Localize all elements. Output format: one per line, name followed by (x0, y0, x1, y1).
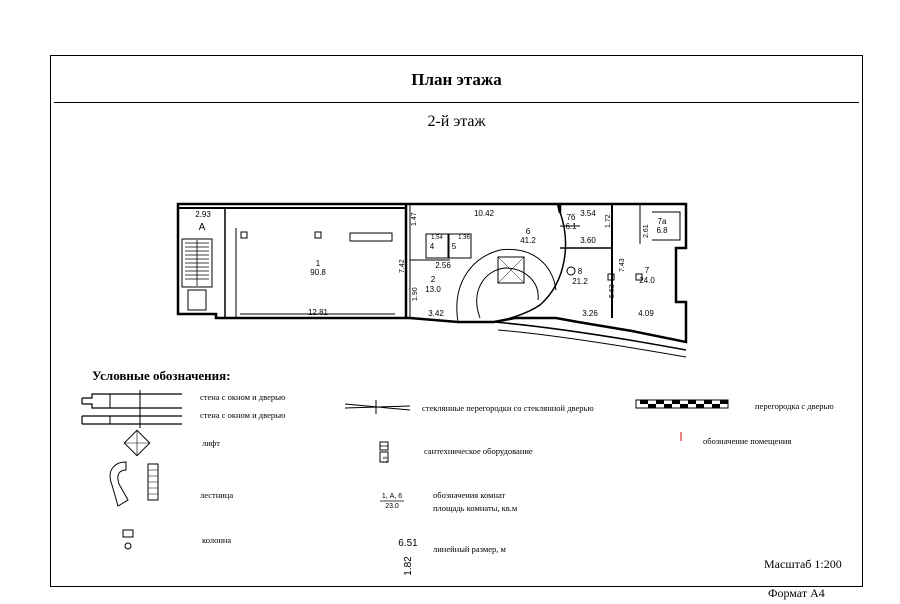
room-1-id: 1 (315, 259, 321, 268)
room-8-id: 8 (577, 267, 583, 276)
dim-172: 1.72 (605, 214, 612, 228)
legend-partition-text: перегородка с дверью (755, 401, 834, 411)
column-icon (123, 530, 133, 537)
dim-563: 5.63 (609, 284, 616, 298)
dim-360: 3.60 (580, 236, 596, 245)
dim-293: 2.93 (195, 210, 211, 219)
floor-label: 2-й этаж (427, 113, 486, 130)
dim-256: 2.56 (435, 261, 451, 270)
dim-342: 3.42 (428, 309, 444, 318)
sample-dim-b: 1.82 (403, 556, 414, 576)
sample-room-value: 23.0 (385, 503, 399, 510)
legend-sanitary-text: сантехническое оборудование (424, 446, 533, 456)
room-7a-area: 6.8 (656, 226, 668, 235)
legend-linear-text: линейный размер, м (433, 544, 506, 554)
room-7a-id: 7а (657, 217, 667, 226)
sample-dim-a: 6.51 (398, 538, 418, 549)
sample-room-code: 1, А, 6 (381, 493, 403, 500)
dim-1281: 12.81 (307, 308, 329, 317)
room-7-area: 24.0 (639, 276, 655, 285)
legend-glass-text: стеклянные перегородки со стеклянной дверью (422, 403, 594, 413)
room-6-area: 41.2 (520, 236, 536, 245)
room-7b-area: 6.1 (565, 222, 577, 231)
wall-window-door-symbol-1 (82, 394, 182, 408)
room-4-id: 4 (429, 242, 435, 251)
legend-lift-text: лифт (202, 438, 221, 448)
sample-sanitary-code: 1.9 (383, 456, 389, 464)
dim-147: 1.47 (411, 212, 418, 226)
stair-label: А (198, 222, 206, 233)
legend-wall2-text: стена с окном и дверью (200, 410, 286, 420)
legend-title: Условные обозначения: (92, 368, 231, 383)
room-2-id: 2 (430, 275, 436, 284)
scale-label: Масштаб 1:200 (764, 557, 842, 571)
dim-1042: 10.42 (473, 209, 495, 218)
room-6-id: 6 (525, 227, 531, 236)
wall-window-door-symbol-2 (82, 416, 182, 424)
dim-154: 1.54 (431, 235, 443, 241)
dim-261: 2.61 (643, 224, 650, 238)
room-7-id: 7 (644, 266, 650, 275)
legend-stairs-text: лестница (200, 490, 234, 500)
page-title: План этажа (411, 70, 502, 89)
room-7b-id: 7б (566, 213, 576, 222)
dim-742: 7.42 (399, 259, 406, 273)
dim-190: 1.90 (412, 287, 419, 301)
legend-room-mark-text: обозначение помещения (703, 436, 792, 446)
legend-wall1-text: стена с окном и дверью (200, 392, 286, 402)
legend-room-area-text: площадь комнаты, кв.м (433, 503, 518, 513)
legend-room-notation-text: обозначения комнат (433, 490, 506, 500)
room-2-area: 13.0 (425, 285, 441, 294)
stairs-icon (110, 462, 128, 506)
dim-354: 3.54 (580, 209, 596, 218)
glass-partition-icon (345, 400, 410, 414)
legend-column-text: колонна (202, 535, 232, 545)
room-5-id: 5 (451, 242, 457, 251)
room-1-area: 90.8 (310, 268, 326, 277)
dim-326: 3.26 (582, 309, 598, 318)
room-8-area: 21.2 (572, 277, 588, 286)
dim-136: 1.36 (458, 235, 470, 241)
dim-409: 4.09 (638, 309, 654, 318)
format-label: Формат А4 (768, 586, 825, 600)
dim-743: 7.43 (619, 258, 626, 272)
